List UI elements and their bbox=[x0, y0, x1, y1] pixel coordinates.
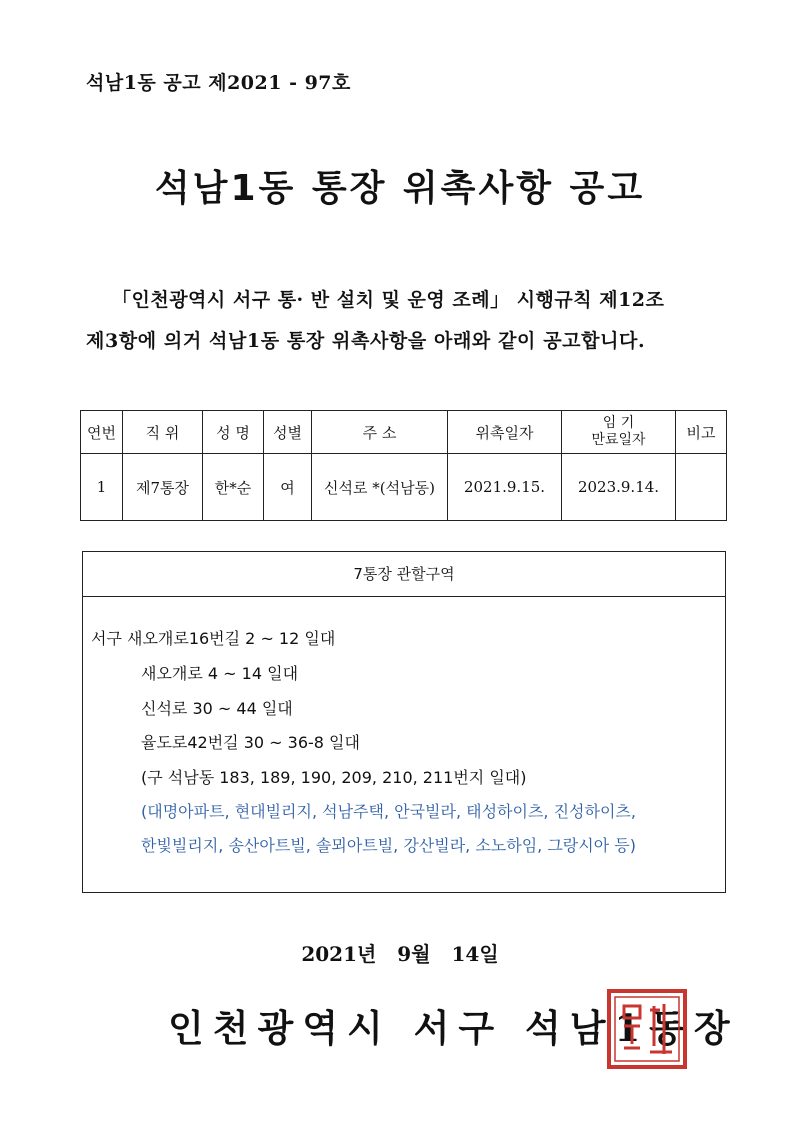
header-appointed: 위촉일자 bbox=[448, 411, 562, 454]
jurisdiction-line-1: 서구 새오개로16번길 2 ~ 12 일대 bbox=[91, 629, 336, 648]
notice-body bbox=[86, 280, 726, 362]
table-row bbox=[81, 454, 727, 521]
jurisdiction-line-4: 율도로42번길 30 ~ 36-8 일대 bbox=[141, 733, 360, 752]
jurisdiction-line-7: 한빛빌리지, 송산아트빌, 솔뫼아트빌, 강산빌라, 소노하임, 그랑시아 등) bbox=[141, 836, 636, 855]
signature-authority: 인천광역시 서구 석남1동장 bbox=[168, 1006, 739, 1050]
header-position: 직 위 bbox=[123, 411, 203, 454]
jurisdiction-line-5: (구 석남동 183, 189, 190, 209, 210, 211번지 일대) bbox=[141, 768, 527, 787]
cell-position: 제7통장 bbox=[123, 454, 203, 521]
header-gender: 성별 bbox=[264, 411, 312, 454]
notice-date: 2021년 9월 14일 bbox=[301, 942, 499, 966]
cell-remarks bbox=[676, 454, 727, 521]
official-seal-icon bbox=[606, 988, 688, 1070]
notice-number: 석남1동 공고 제2021 - 97호 bbox=[86, 72, 351, 94]
notice-body-line-2: 제3항에 의거 석남1동 통장 위촉사항을 아래와 같이 공고합니다. bbox=[86, 330, 646, 352]
cell-expiry: 2023.9.14. bbox=[562, 454, 676, 521]
header-no: 연번 bbox=[81, 411, 123, 454]
jurisdiction-line-2: 새오개로 4 ~ 14 일대 bbox=[141, 664, 299, 683]
header-term-expiry bbox=[562, 411, 676, 454]
header-remarks: 비고 bbox=[676, 411, 727, 454]
notice-body-line-1: 「인천광역시 서구 통· 반 설치 및 운영 조례」 시행규칙 제12조 bbox=[112, 289, 665, 311]
header-address: 주 소 bbox=[312, 411, 448, 454]
jurisdiction-title: 7통장 관할구역 bbox=[83, 552, 725, 597]
jurisdiction-box bbox=[82, 551, 726, 893]
appointment-table bbox=[80, 410, 727, 521]
jurisdiction-line-6: (대명아파트, 현대빌리지, 석남주택, 안국빌라, 태성하이츠, 진성하이츠, bbox=[141, 802, 636, 821]
page-title: 석남1동 통장 위촉사항 공고 bbox=[154, 168, 646, 209]
cell-no: 1 bbox=[81, 454, 123, 521]
header-term-top: 임 기 bbox=[602, 415, 635, 431]
jurisdiction-line-3: 신석로 30 ~ 44 일대 bbox=[141, 699, 293, 718]
header-term-bottom: 만료일자 bbox=[591, 432, 646, 448]
cell-name: 한*순 bbox=[203, 454, 264, 521]
cell-gender: 여 bbox=[264, 454, 312, 521]
header-name: 성 명 bbox=[203, 411, 264, 454]
cell-appointed: 2021.9.15. bbox=[448, 454, 562, 521]
cell-address: 신석로 *(석남동) bbox=[312, 454, 448, 521]
table-header-row bbox=[81, 411, 727, 454]
